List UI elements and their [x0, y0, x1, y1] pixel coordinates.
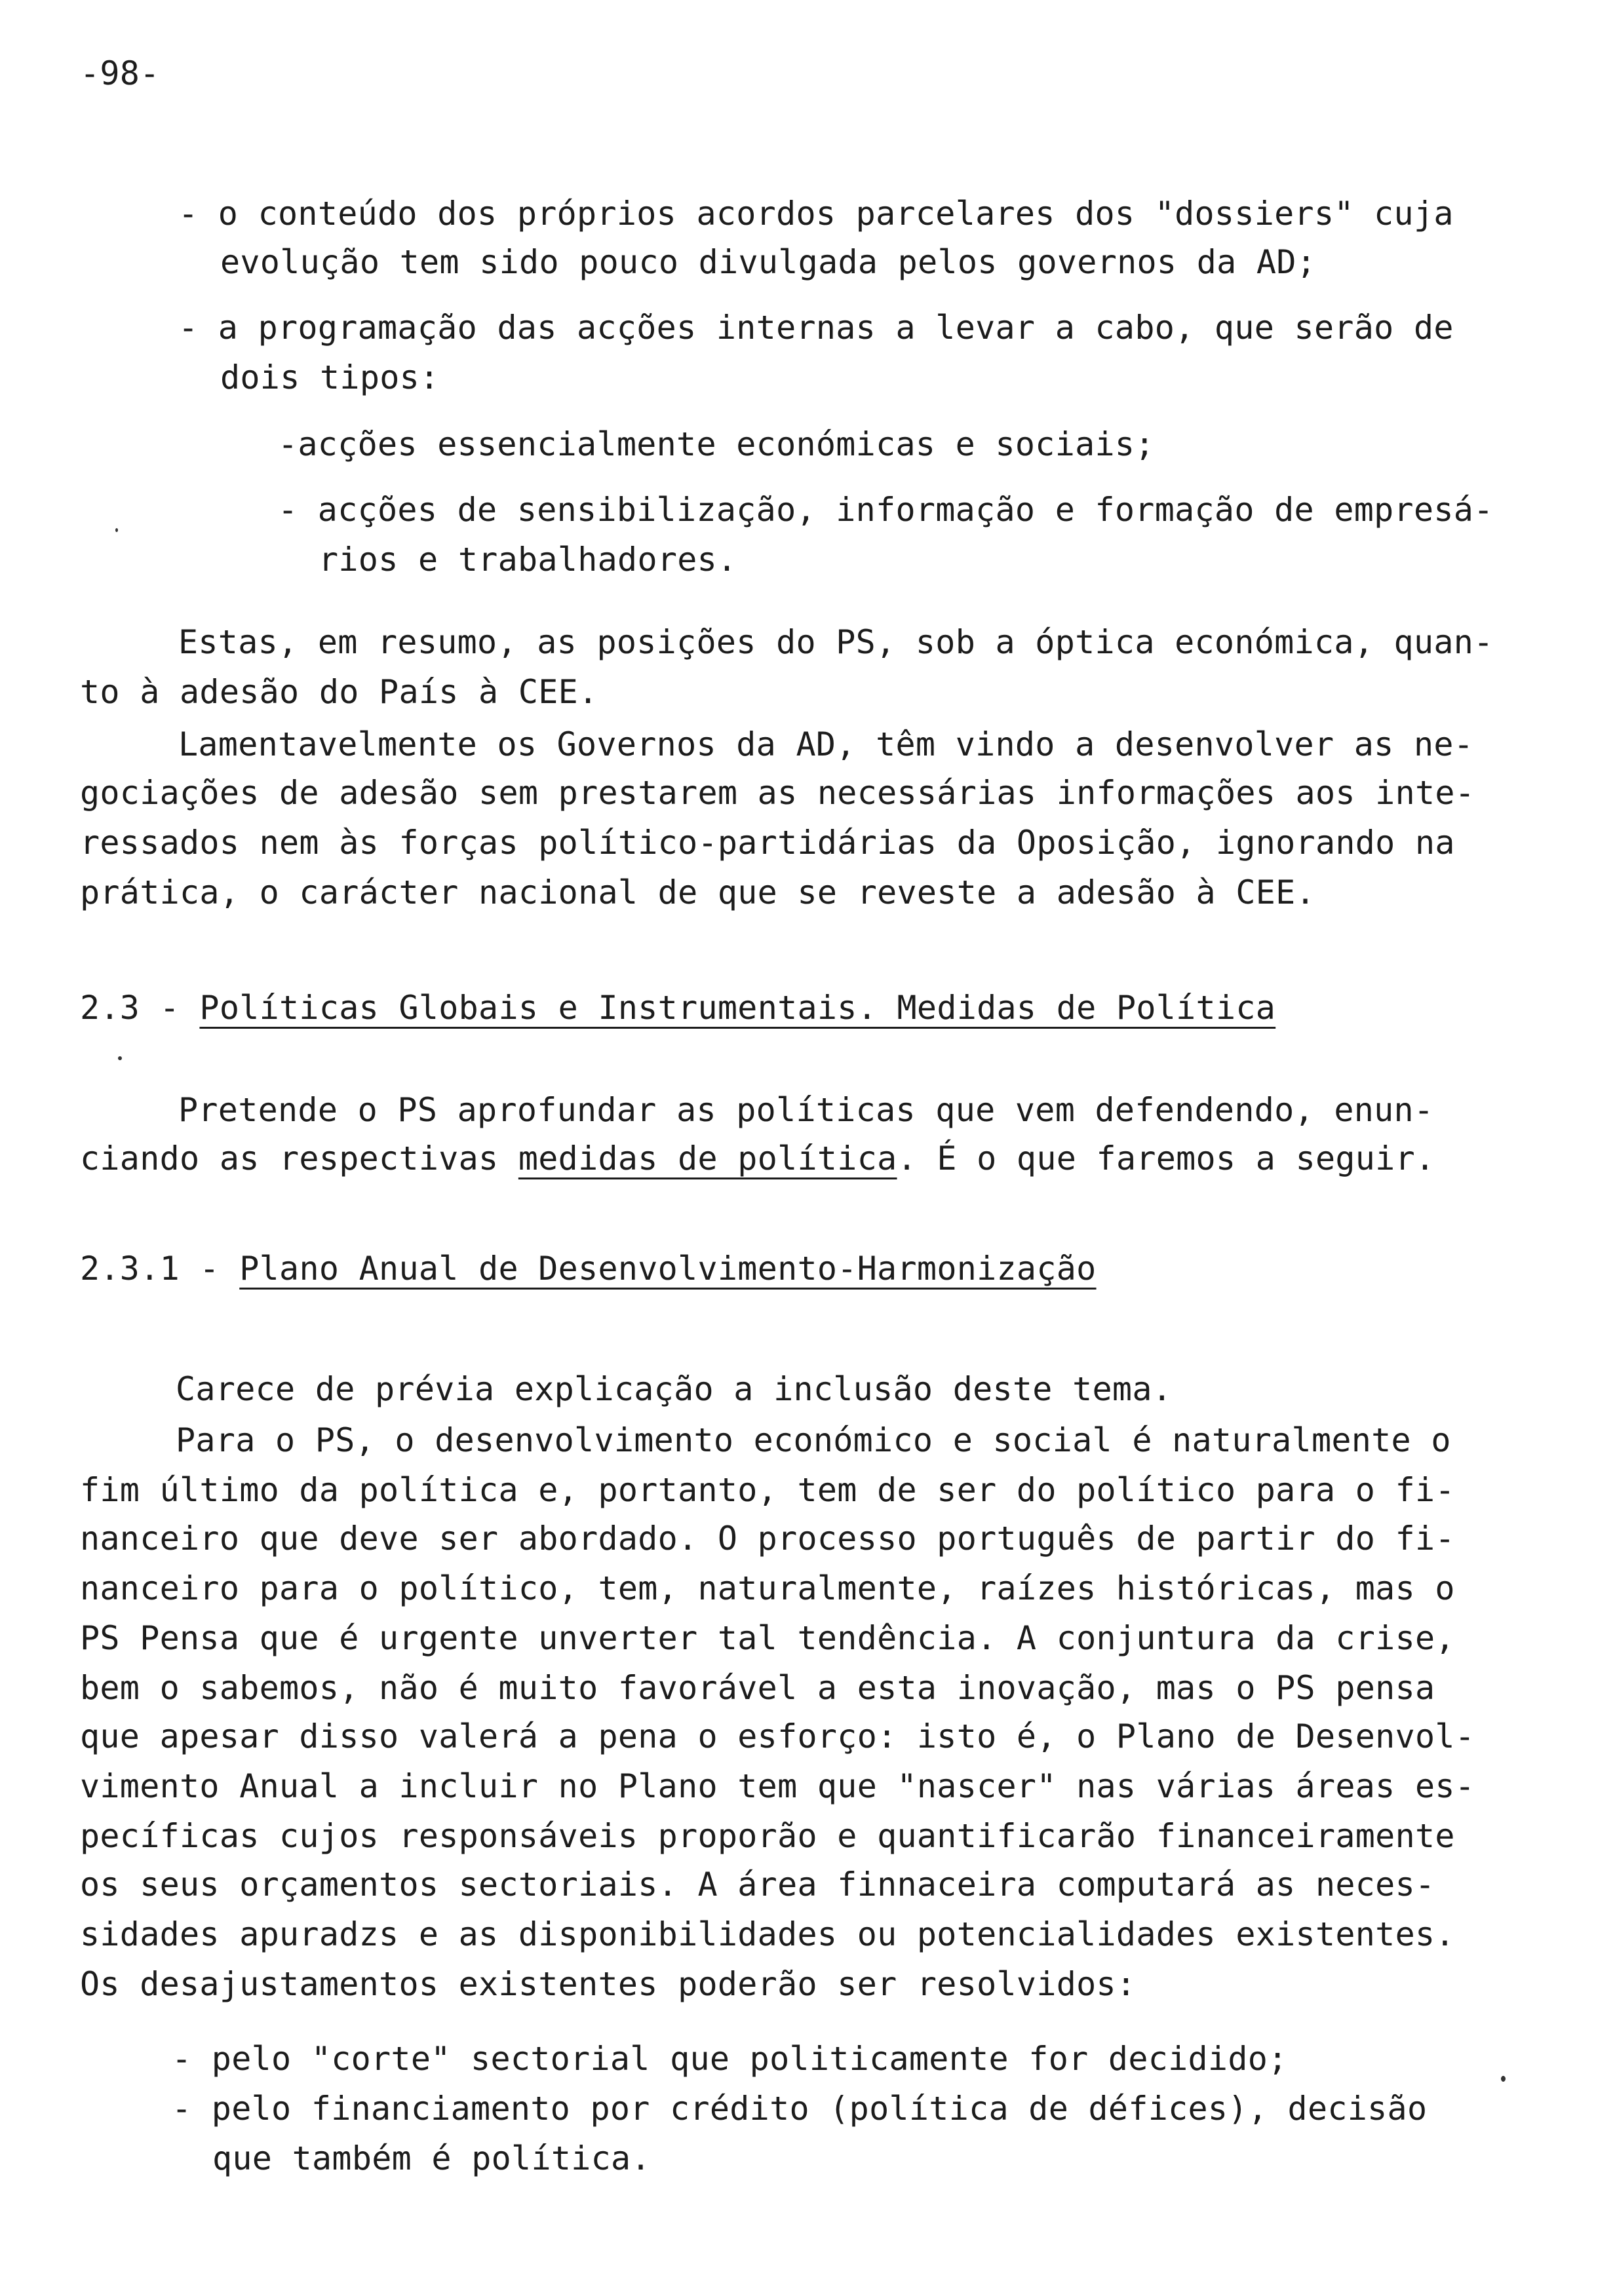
list-item: - o conteúdo dos próprios acordos parcelares dos "dossiers" cuja [178, 195, 1454, 233]
list-item-continuation: dois tipos: [220, 358, 440, 396]
paragraph-line: vimento Anual a incluir no Plano tem que "nascer" nas várias áreas es- [80, 1767, 1475, 1805]
paragraph-line: Os desajustamentos existentes poderão ser resolvidos: [80, 1965, 1137, 2003]
paragraph-line: Para o PS, o desenvolvimento económico e social é naturalmente o [176, 1421, 1451, 1459]
paragraph-line: prática, o carácter nacional de que se reveste a adesão à CEE. [80, 873, 1315, 911]
underlined-term: medidas de política [518, 1139, 897, 1177]
paragraph-line: Carece de prévia explicação a inclusão deste tema. [176, 1370, 1173, 1408]
list-item: - pelo "corte" sectorial que politicamente for decidido; [172, 2040, 1288, 2078]
paragraph-line: ressados nem às forças político-partidárias da Oposição, ignorando na [80, 824, 1455, 862]
text-run: ciando as respectivas [80, 1139, 518, 1177]
paragraph-line: Estas, em resumo, as posições do PS, sob a óptica económica, quan- [178, 623, 1494, 661]
section-number: 2.3 - [80, 989, 200, 1027]
scan-speck [1501, 2076, 1506, 2082]
list-item-continuation: rios e trabalhadores. [319, 541, 737, 579]
paragraph-line: nanceiro para o político, tem, naturalmente, raízes históricas, mas o [80, 1569, 1455, 1607]
paragraph-line: sidades apuradzs e as disponibilidades ou potencialidades existentes. [80, 1915, 1455, 1953]
paragraph-line: bem o sabemos, não é muito favorável a esta inovação, mas o PS pensa [80, 1669, 1435, 1707]
section-heading-2-3-1 [80, 1249, 1097, 1288]
list-item-continuation: que também é política. [212, 2139, 651, 2177]
paragraph-line [80, 1139, 1435, 1178]
paragraph-line: gociações de adesão sem prestarem as necessárias informações aos inte- [80, 774, 1475, 812]
scan-speck [115, 528, 118, 532]
section-title: Plano Anual de Desenvolvimento-Harmonização [239, 1250, 1097, 1288]
list-item: - a programação das acções internas a levar a cabo, que serão de [178, 309, 1454, 347]
paragraph-line: Lamentavelmente os Governos da AD, têm vindo a desenvolver as ne- [178, 725, 1474, 763]
paragraph-line: pecíficas cujos responsáveis proporão e quantificarão financeiramente [80, 1817, 1455, 1855]
paragraph-line: PS Pensa que é urgente unverter tal tendência. A conjuntura da crise, [80, 1619, 1455, 1657]
section-heading-2-3 [80, 988, 1275, 1027]
paragraph-line: que apesar disso valerá a pena o esforço: isto é, o Plano de Desenvol- [80, 1717, 1475, 1755]
text-run: . É o que faremos a seguir. [897, 1139, 1435, 1177]
page-number: -98- [80, 54, 160, 92]
list-item: - pelo financiamento por crédito (política de défices), decisão [172, 2090, 1428, 2128]
scan-speck [118, 1056, 122, 1060]
paragraph-line: to à adesão do País à CEE. [80, 673, 598, 711]
paragraph-line: fim último da política e, portanto, tem de ser do político para o fi- [80, 1471, 1455, 1509]
section-title: Políticas Globais e Instrumentais. Medidas de Política [199, 989, 1276, 1027]
paragraph-line: os seus orçamentos sectoriais. A área finnaceira computará as neces- [80, 1866, 1435, 1904]
list-item: -acções essencialmente económicas e sociais; [278, 425, 1155, 463]
paragraph-line: nanceiro que deve ser abordado. O processo português de partir do fi- [80, 1520, 1455, 1558]
list-item: - acções de sensibilização, informação e formação de empresá- [278, 491, 1494, 529]
paragraph-line: Pretende o PS aprofundar as políticas que vem defendendo, enun- [178, 1091, 1434, 1129]
section-number: 2.3.1 - [80, 1250, 240, 1288]
list-item-continuation: evolução tem sido pouco divulgada pelos governos da AD; [220, 243, 1317, 281]
